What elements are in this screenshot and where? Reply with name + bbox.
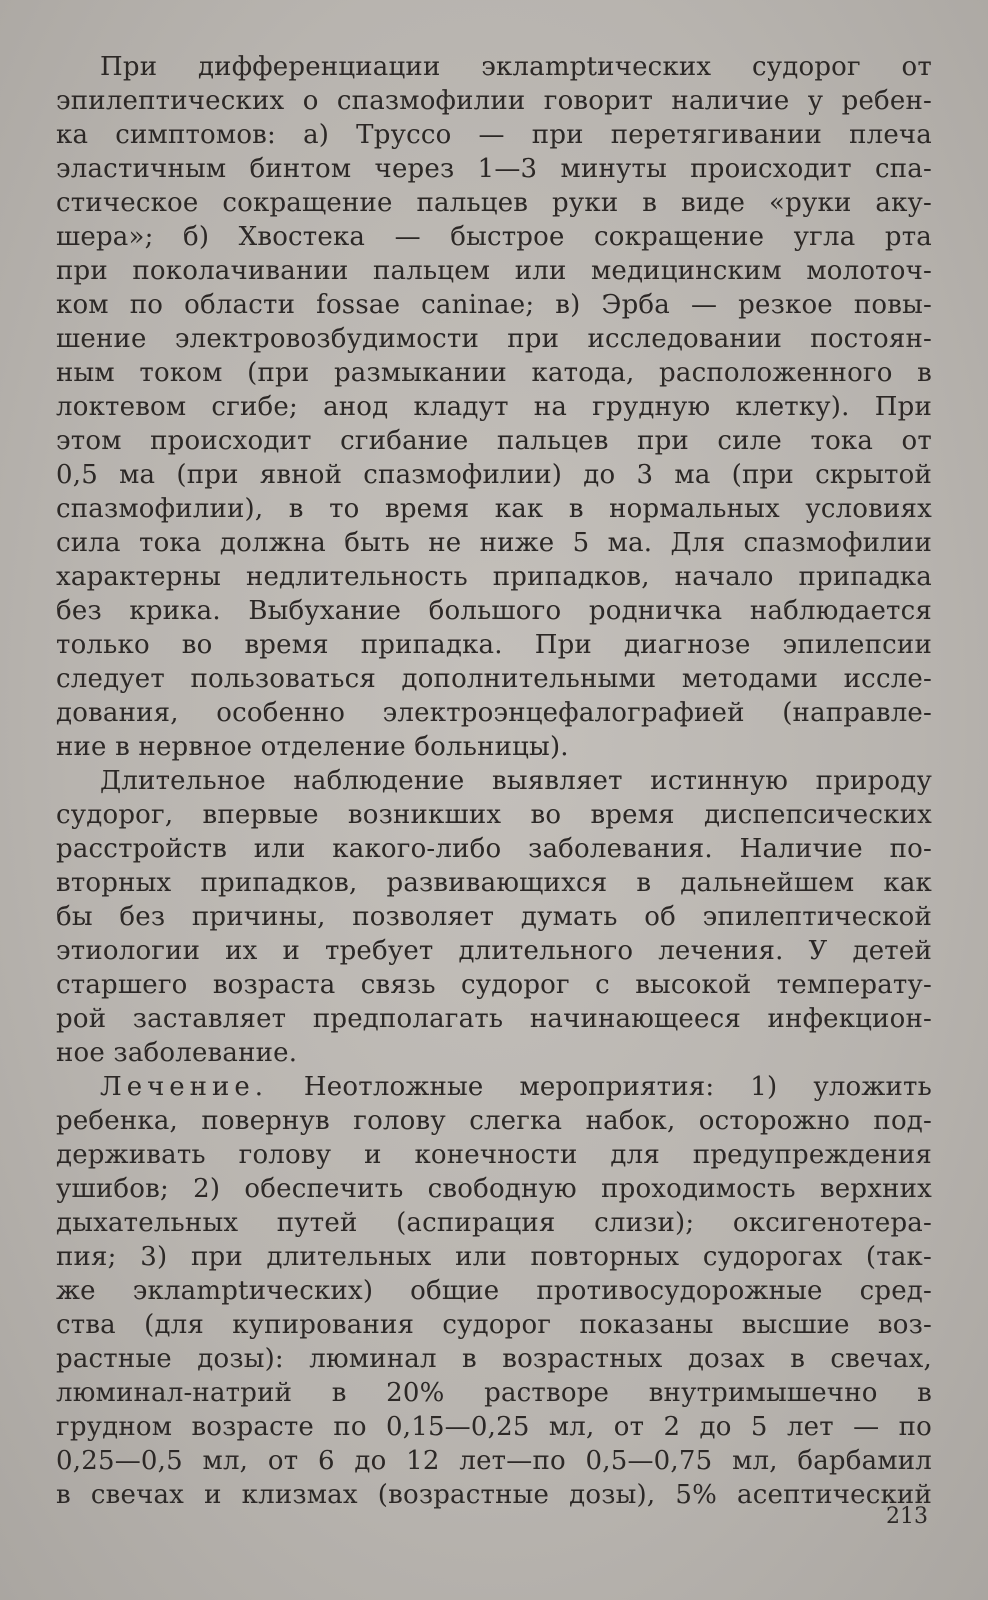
text-line: стическое сокращение пальцев руки в виде «руки аку- — [56, 188, 932, 218]
text-line: рой заставляет предполагать начинающееся инфекцион- — [56, 1004, 932, 1034]
text-line: без крика. Выбухание большого родничка наблюдается — [56, 596, 932, 626]
text-line: бы без причины, позволяет думать об эпилептической — [56, 902, 932, 932]
text-line: вторных припадков, развивающихся в дальнейшем как — [56, 868, 932, 898]
text-line: дыхательных путей (аспирация слизи); оксигенотера- — [56, 1208, 932, 1238]
text-line: ние в нервное отделение больницы). — [56, 732, 569, 762]
text-line: эпилептических о спазмофилии говорит наличие у ребен- — [56, 86, 932, 116]
section-heading-treatment: Лечение. — [100, 1072, 268, 1102]
paragraph-differential-diagnosis — [56, 50, 932, 764]
text-line: этиологии их и требует длительного лечения. У детей — [56, 936, 932, 966]
text-line: ребенка, повернув голову слегка набок, осторожно под- — [56, 1106, 932, 1136]
text-line: 0,5 ма (при явной спазмофилии) до 3 ма (при скрытой — [56, 460, 932, 490]
text-line: грудном возрасте по 0,15—0,25 мл, от 2 до 5 лет — по — [56, 1412, 932, 1442]
text-line-continuation: Неотложные мероприятия: 1) уложить — [267, 1072, 932, 1102]
text-line: ком по области fossae caninae; в) Эрба — резкое повы- — [56, 290, 932, 320]
text-line: судорог, впервые возникших во время диспепсических — [56, 800, 932, 830]
text-line: старшего возраста связь судорог с высокой температу- — [56, 970, 932, 1000]
text-line: Длительное наблюдение выявляет истинную природу — [100, 766, 932, 796]
text-line: в свечах и клизмах (возрастные дозы), 5% асептический — [56, 1480, 932, 1510]
text-line: локтевом сгибе; анод кладут на грудную клетку). При — [56, 392, 932, 422]
text-line: следует пользоваться дополнительными методами иссле- — [56, 664, 932, 694]
text-line: люминал-натрий в 20% растворе внутримышечно в — [56, 1378, 932, 1408]
text-line: ное заболевание. — [56, 1038, 298, 1068]
page-body — [56, 50, 932, 1512]
text-line: ушибов; 2) обеспечить свободную проходимость верхних — [56, 1174, 932, 1204]
text-line: ка симптомов: а) Труссо — при перетягивании плеча — [56, 120, 932, 150]
text-line: При дифференциации эклamptических судорог от — [100, 52, 932, 82]
paragraph-long-observation — [56, 764, 932, 1070]
text-line: шение электровозбудимости при исследовании постоян- — [56, 324, 932, 354]
page-number: 213 — [886, 1504, 928, 1529]
text-line: же эклamptических) общие противосудорожные сред- — [56, 1276, 932, 1306]
text-line: ства (для купирования судорог показаны высшие воз- — [56, 1310, 932, 1340]
text-line: дования, особенно электроэнцефалографией (направле- — [56, 698, 932, 728]
text-line: этом происходит сгибание пальцев при силе тока от — [56, 426, 932, 456]
text-line: сила тока должна быть не ниже 5 ма. Для спазмофилии — [56, 528, 932, 558]
text-line: спазмофилии), в то время как в нормальных условиях — [56, 494, 932, 524]
paragraph-treatment — [56, 1070, 932, 1512]
text-line: при поколачивании пальцем или медицинским молоточ- — [56, 256, 932, 286]
text-line: 0,25—0,5 мл, от 6 до 12 лет—по 0,5—0,75 мл, барбамил — [56, 1446, 932, 1476]
text-line: только во время припадка. При диагнозе эпилепсии — [56, 630, 932, 660]
text-line: характерны недлительность припадков, начало припадка — [56, 562, 932, 592]
text-line: расстройств или какого-либо заболевания. Наличие по- — [56, 834, 932, 864]
text-line: растные дозы): люминал в возрастных дозах в свечах, — [56, 1344, 932, 1374]
text-line — [56, 1070, 932, 1104]
text-line: эластичным бинтом через 1—3 минуты происходит спа- — [56, 154, 932, 184]
text-line: держивать голову и конечности для предупреждения — [56, 1140, 932, 1170]
text-line: шера»; б) Хвостека — быстрое сокращение угла рта — [56, 222, 932, 252]
text-line: пия; 3) при длительных или повторных судорогах (так- — [56, 1242, 932, 1272]
text-line: ным током (при размыкании катода, расположенного в — [56, 358, 932, 388]
